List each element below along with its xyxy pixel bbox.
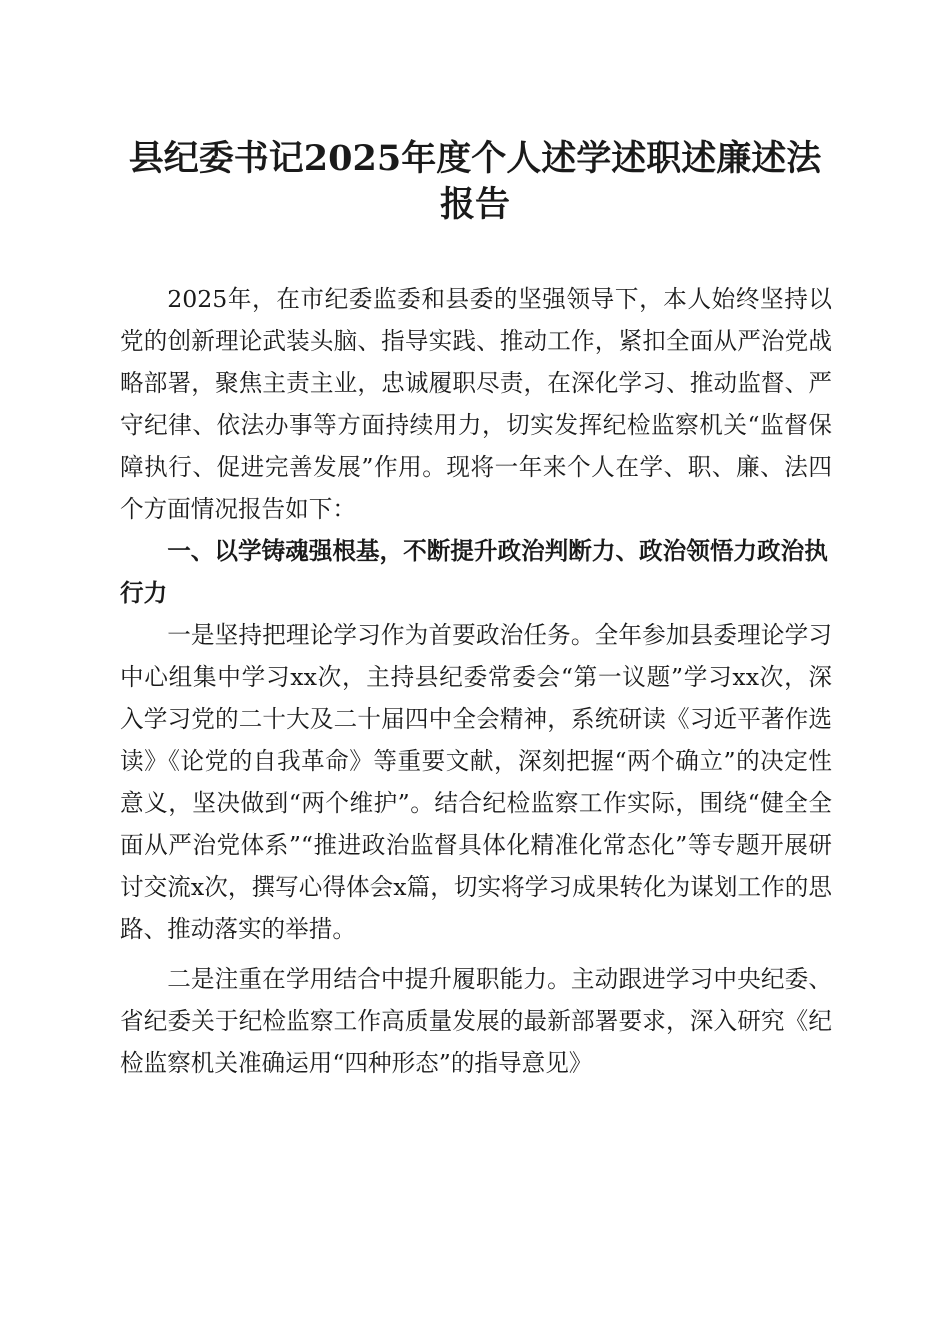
point-lead-1: 一是坚持把理论学习作为首要政治任务。	[167, 621, 595, 649]
title-line-2: 报告	[439, 184, 510, 225]
point-paragraph-2	[120, 958, 832, 1084]
point-lead-2: 二是注重在学用结合中提升履职能力。	[167, 965, 571, 993]
point-paragraph-1	[120, 614, 832, 950]
point-text-2: 主动跟进学习中央纪委、省纪委关于纪检监察工作高质量发展的最新部署要求，深入研究《纪检监察机关准确运用“四种形态”的指导意见》	[120, 965, 833, 1077]
intro-paragraph: 2025年，在市纪委监委和县委的坚强领导下，本人始终坚持以党的创新理论武装头脑、指导实践、推动工作，紧扣全面从严治党战略部署，聚焦主责主业，忠诚履职尽责，在深化学习、推动监督、严守纪律、依法办事等方面持续用力，切实发挥纪检监察机关“监督保障执行、促进完善发展”作用。现将一年来个人在学、职、廉、法四个方面情况报告如下：	[120, 285, 832, 523]
section-heading-1: 一、以学铸魂强根基，不断提升政治判断力、政治领悟力政治执行力	[120, 537, 828, 607]
point-text-1: 全年参加县委理论学习中心组集中学习xx次，主持县纪委常委会“第一议题”学习xx次，深入学习党的二十大及二十届四中全会精神，系统研读《习近平著作选读》《论党的自我革命》等重要文献，深刻把握“两个确立”的决定性意义，坚决做到“两个维护”。结合纪检监察工作实际，围绕“健全全面从严治党体系”“推进政治监督具体化精准化常态化”等专题开展研讨交流x次，撰写心得体会x篇，切实将学习成果转化为谋划工作的思路、推动落实的举措。	[120, 621, 833, 943]
title-line-1: 县纪委书记2025年度个人述学述职述廉述法	[128, 138, 822, 179]
document-body	[120, 278, 832, 1084]
document-title	[118, 136, 832, 228]
